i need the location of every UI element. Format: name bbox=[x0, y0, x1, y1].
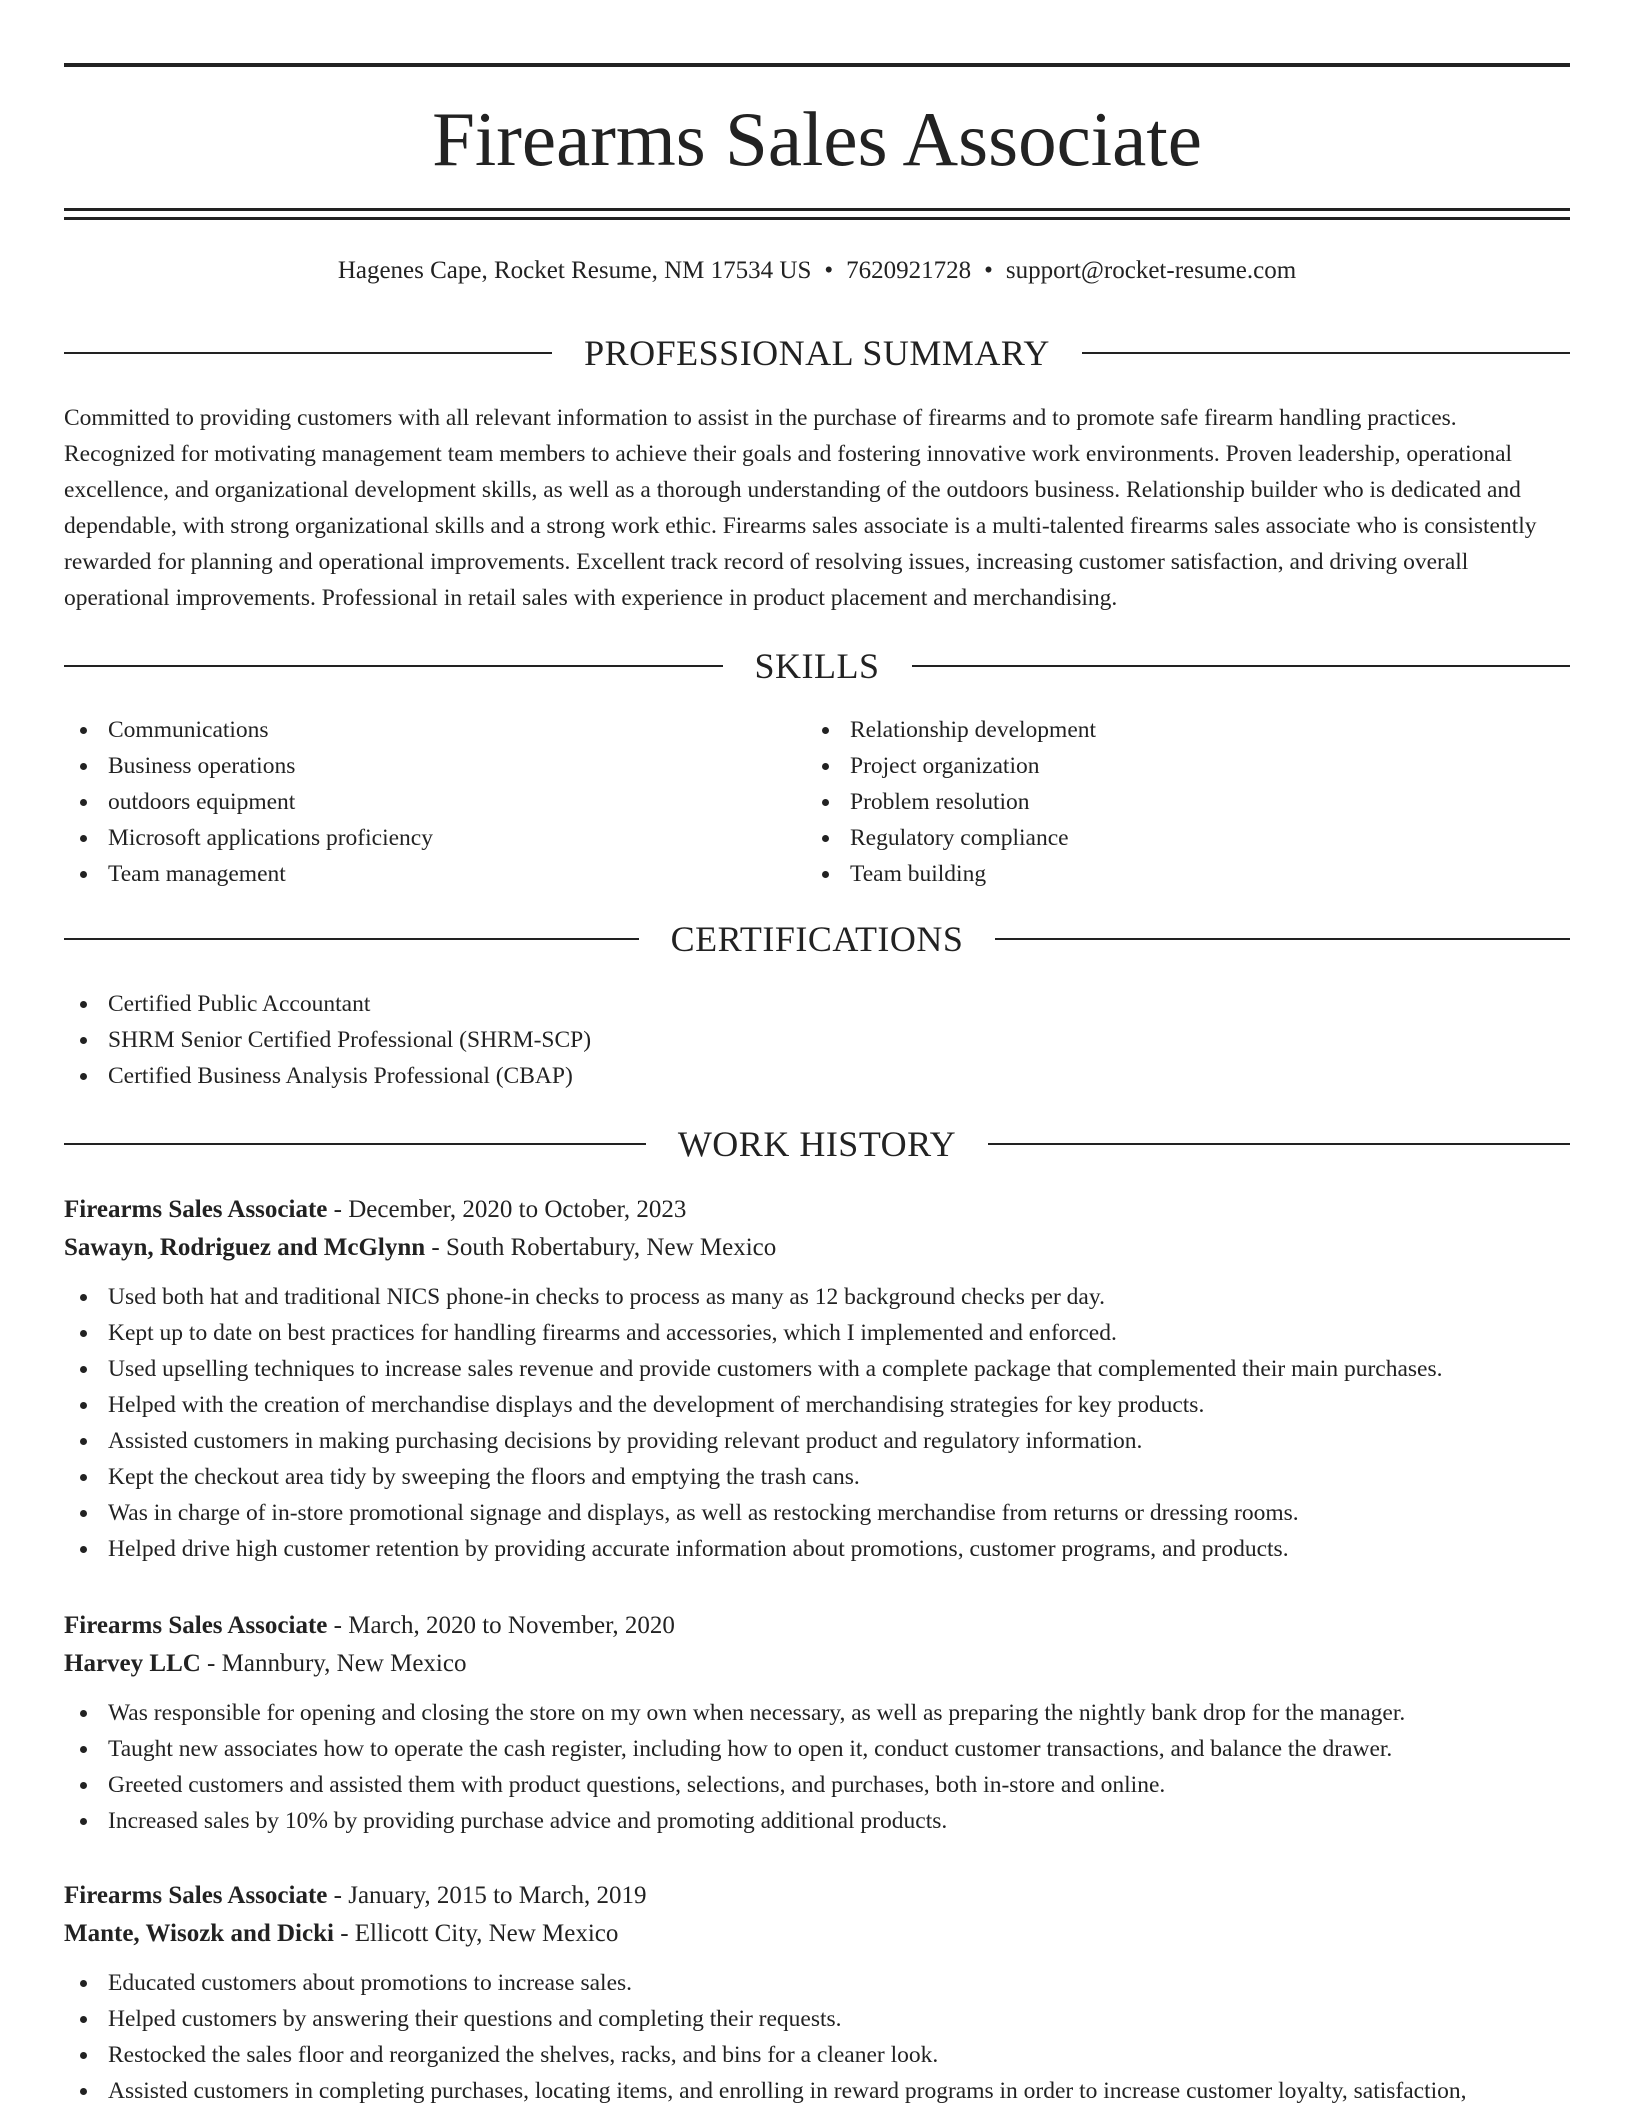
job-duty: Helped customers by answering their questions and completing their requests. bbox=[64, 2001, 1570, 2037]
job-dates: - December, 2020 to October, 2023 bbox=[327, 1196, 687, 1223]
skills-list-left bbox=[64, 712, 433, 892]
job-title-line bbox=[64, 1191, 1570, 1229]
section-heading-skills bbox=[64, 645, 1570, 687]
job-company-line bbox=[64, 1229, 1570, 1267]
section-rule bbox=[64, 352, 552, 354]
job-duty: Assisted customers in making purchasing decisions by providing relevant product and regulatory information. bbox=[64, 1423, 1570, 1459]
job-company: Mante, Wisozk and Dicki bbox=[64, 1920, 334, 1947]
section-rule bbox=[64, 1143, 646, 1145]
contact-line bbox=[64, 256, 1570, 286]
work-entry bbox=[64, 1877, 1570, 2109]
section-heading-work-history bbox=[64, 1123, 1570, 1165]
job-duty: Greeted customers and assisted them with product questions, selections, and purchases, both in-store and online. bbox=[64, 1767, 1570, 1803]
contact-separator: • bbox=[824, 257, 834, 284]
skill-item: Regulatory compliance bbox=[806, 820, 1096, 856]
job-duty: Helped with the creation of merchandise displays and the development of merchandising strategies for key products. bbox=[64, 1387, 1570, 1423]
job-duty: Helped drive high customer retention by providing accurate information about promotions, customer programs, and products. bbox=[64, 1531, 1570, 1567]
job-title-line bbox=[64, 1607, 1570, 1645]
skill-item: Communications bbox=[64, 712, 433, 748]
contact-phone: 7620921728 bbox=[846, 257, 972, 284]
job-location: - South Robertabury, New Mexico bbox=[425, 1234, 777, 1261]
job-title-line bbox=[64, 1877, 1570, 1915]
section-rule bbox=[64, 665, 723, 667]
contact-address: Hagenes Cape, Rocket Resume, NM 17534 US bbox=[337, 257, 812, 284]
job-dates: - January, 2015 to March, 2019 bbox=[327, 1882, 647, 1909]
skill-item: Team management bbox=[64, 856, 433, 892]
job-title: Firearms Sales Associate bbox=[64, 1612, 328, 1639]
job-duty: Was in charge of in-store promotional signage and displays, as well as restocking merchandise from returns or dressing rooms. bbox=[64, 1495, 1570, 1531]
section-rule bbox=[1082, 352, 1570, 354]
job-duty: Kept the checkout area tidy by sweeping the floors and emptying the trash cans. bbox=[64, 1459, 1570, 1495]
work-entry bbox=[64, 1191, 1570, 1567]
certification-item: SHRM Senior Certified Professional (SHRM-SCP) bbox=[64, 1022, 591, 1058]
summary-text: Committed to providing customers with all relevant information to assist in the purchase of firearms and to promote safe firearm handling practices. Recognized for motivating management team members to achieve their goals and fostering innovative work environments. Proven leadership, operational excellence, and organizational development skills, as well as a thorough understanding of the outdoors business. Relationship builder who is dedicated and dependable, with strong organizational skills and a strong work ethic. Firearms sales associate is a multi-talented firearms sales associate who is consistently rewarded for planning and operational improvements. Excellent track record of resolving issues, increasing customer satisfaction, and driving overall operational improvements. Professional in retail sales with experience in product placement and merchandising. bbox=[64, 405, 1537, 611]
job-duties-list bbox=[64, 1279, 1570, 1567]
skill-item: Problem resolution bbox=[806, 784, 1096, 820]
contact-email: support@rocket-resume.com bbox=[1005, 257, 1297, 284]
skill-item: outdoors equipment bbox=[64, 784, 433, 820]
section-rule bbox=[912, 665, 1571, 667]
job-duty: Was responsible for opening and closing the store on my own when necessary, as well as preparing the nightly bank drop for the manager. bbox=[64, 1695, 1570, 1731]
job-company: Harvey LLC bbox=[64, 1650, 201, 1677]
header-double-rule bbox=[64, 208, 1570, 220]
skill-item: Team building bbox=[806, 856, 1096, 892]
certification-item: Certified Business Analysis Professional (CBAP) bbox=[64, 1058, 591, 1094]
header-top-rule bbox=[64, 63, 1570, 67]
job-company-line bbox=[64, 1645, 1570, 1683]
job-duties-list bbox=[64, 1965, 1570, 2109]
job-duty: Restocked the sales floor and reorganized the shelves, racks, and bins for a cleaner look. bbox=[64, 2037, 1570, 2073]
job-company: Sawayn, Rodriguez and McGlynn bbox=[64, 1234, 426, 1261]
section-title: WORK HISTORY bbox=[677, 1124, 957, 1164]
job-duty: Used both hat and traditional NICS phone-in checks to process as many as 12 background checks per day. bbox=[64, 1279, 1570, 1315]
certifications-list bbox=[64, 986, 591, 1094]
job-company-line bbox=[64, 1915, 1570, 1953]
section-title: CERTIFICATIONS bbox=[670, 919, 964, 959]
job-title: Firearms Sales Associate bbox=[64, 1196, 328, 1223]
section-rule bbox=[64, 938, 639, 940]
job-title: Firearms Sales Associate bbox=[64, 1882, 328, 1909]
job-duty: Educated customers about promotions to increase sales. bbox=[64, 1965, 1570, 2001]
skill-item: Relationship development bbox=[806, 712, 1096, 748]
certification-item: Certified Public Accountant bbox=[64, 986, 591, 1022]
section-title: SKILLS bbox=[754, 646, 880, 686]
section-rule bbox=[988, 1143, 1570, 1145]
job-dates: - March, 2020 to November, 2020 bbox=[327, 1612, 675, 1639]
skill-item: Microsoft applications proficiency bbox=[64, 820, 433, 856]
skill-item: Project organization bbox=[806, 748, 1096, 784]
resume-title: Firearms Sales Associate bbox=[432, 96, 1202, 182]
work-entry bbox=[64, 1607, 1570, 1839]
contact-separator: • bbox=[984, 257, 993, 284]
section-heading-summary bbox=[64, 332, 1570, 374]
job-duties-list bbox=[64, 1695, 1570, 1839]
skills-list-right bbox=[806, 712, 1096, 892]
section-title: PROFESSIONAL SUMMARY bbox=[584, 333, 1050, 373]
skill-item: Business operations bbox=[64, 748, 433, 784]
job-location: - Ellicott City, New Mexico bbox=[333, 1920, 619, 1947]
job-duty: Kept up to date on best practices for handling firearms and accessories, which I implemented and enforced. bbox=[64, 1315, 1570, 1351]
job-location: - Mannbury, New Mexico bbox=[200, 1650, 467, 1677]
section-heading-certifications bbox=[64, 918, 1570, 960]
job-duty: Used upselling techniques to increase sales revenue and provide customers with a complete package that complemented their main purchases. bbox=[64, 1351, 1570, 1387]
job-duty: Increased sales by 10% by providing purchase advice and promoting additional products. bbox=[64, 1803, 1570, 1839]
job-duty: Taught new associates how to operate the cash register, including how to open it, conduct customer transactions, and balance the drawer. bbox=[64, 1731, 1570, 1767]
job-duty: Assisted customers in completing purchases, locating items, and enrolling in reward programs in order to increase customer loyalty, satisfaction, bbox=[64, 2073, 1570, 2109]
section-rule bbox=[995, 938, 1570, 940]
